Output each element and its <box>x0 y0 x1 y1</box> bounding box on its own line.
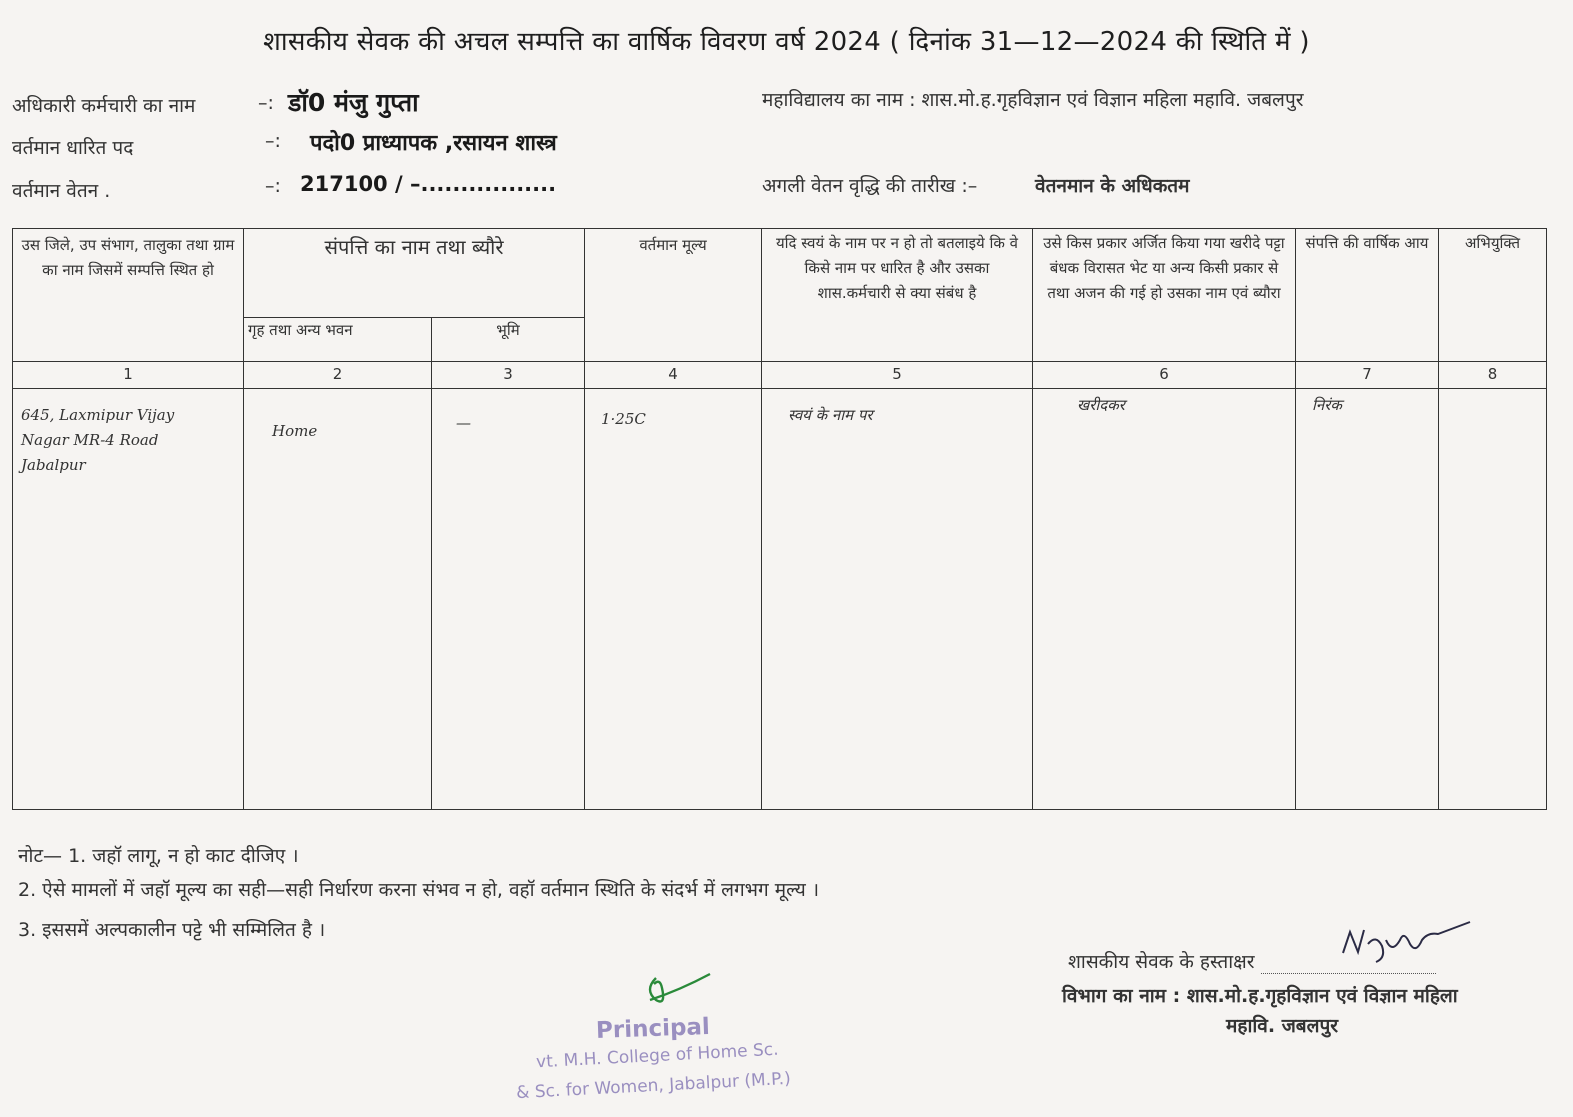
col-number: 2 <box>244 362 432 389</box>
salary-separator: –: <box>265 175 281 197</box>
cell-acquired: खरीदकर <box>1033 389 1296 810</box>
post-label: वर्तमान धारित पद <box>12 137 134 159</box>
cell-remarks <box>1439 389 1547 810</box>
principal-signature-icon <box>636 968 716 1014</box>
property-table <box>12 228 1547 810</box>
stamp-line-1: vt. M.H. College of Home Sc. <box>535 1039 780 1073</box>
name-label: अधिकारी कर्मचारी का नाम <box>12 95 196 117</box>
cell-location: 645, Laxmipur Vijay Nagar MR-4 Road Jabalpur <box>13 389 244 810</box>
header-holder: यदि स्वयं के नाम पर न हो तो बतलाइये कि वे किसे नाम पर धारित है और उसका शास.कर्मचारी से क्या संबंध है <box>762 229 1033 362</box>
table-row <box>13 389 1547 810</box>
post-separator: –: <box>265 130 281 152</box>
header-acquisition: उसे किस प्रकार अर्जित किया गया खरीदे पट्टा बंधक विरासत भेट या अन्य किसी प्रकार से तथा अजन की गई हो उसका नाम एवं ब्यौरा <box>1033 229 1296 362</box>
note-3: 3. इससमें अल्पकालीन पट्टे भी सम्मिलित है । <box>18 919 326 941</box>
col-number: 4 <box>585 362 762 389</box>
stamp-title: Principal <box>595 1014 711 1044</box>
cell-income: निरंक <box>1296 389 1439 810</box>
department-line-1: विभाग का नाम : शास.मो.ह.गृहविज्ञान एवं विज्ञान महिला <box>1062 985 1458 1007</box>
note-2: 2. ऐसे मामलों में जहॉ मूल्य का सही—सही निर्धारण करना संभव न हो, वहॉ वर्तमान स्थिति के संदर्भ में लगभग मूल्य । <box>18 879 820 901</box>
header-remarks: अभियुक्ति <box>1439 229 1547 362</box>
cell-value: 1·25C <box>585 389 762 810</box>
col-number: 1 <box>13 362 244 389</box>
post-value: पदो0 प्राध्यापक ,रसायन शास्त्र <box>310 131 557 156</box>
note-1: नोट— 1. जहॉ लागू, न हो काट दीजिए । <box>18 845 299 867</box>
department-line-2: महावि. जबलपुर <box>1226 1015 1339 1037</box>
col-number: 3 <box>432 362 585 389</box>
header-property: संपत्ति का नाम तथा ब्यौरे <box>244 229 585 318</box>
col-number: 6 <box>1033 362 1296 389</box>
college-name: महाविद्यालय का नाम : शास.मो.ह.गृहविज्ञान एवं विज्ञान महिला महावि. जबलपुर <box>762 89 1304 111</box>
salary-value: 217100 / –................. <box>300 172 557 196</box>
cell-building: Home <box>244 389 432 810</box>
cell-land: — <box>432 389 585 810</box>
col-number: 7 <box>1296 362 1439 389</box>
increment-value: वेतनमान के अधिकतम <box>1035 175 1190 197</box>
name-separator: –: <box>258 92 274 114</box>
signature-label-text: शासकीय सेवक के हस्ताक्षर <box>1068 951 1255 973</box>
increment-label: अगली वेतन वृद्धि की तारीख :– <box>762 175 978 197</box>
col-number: 8 <box>1439 362 1547 389</box>
header-land: भूमि <box>432 318 585 362</box>
signature-scribble-icon <box>1338 918 1478 968</box>
header-income: संपत्ति की वार्षिक आय <box>1296 229 1439 362</box>
header-location: उस जिले, उप संभाग, तालुका तथा ग्राम का नाम जिसमें सम्पत्ति स्थित हो <box>13 229 244 362</box>
stamp-line-2: & Sc. for Women, Jabalpur (M.P.) <box>515 1068 792 1104</box>
page-title: शासकीय सेवक की अचल सम्पत्ति का वार्षिक विवरण वर्ष 2024 ( दिनांक 31—12—2024 की स्थिति में ) <box>263 27 1310 57</box>
header-building: गृह तथा अन्य भवन <box>244 318 432 362</box>
cell-holder: स्वयं के नाम पर <box>762 389 1033 810</box>
col-number: 5 <box>762 362 1033 389</box>
header-current-value: वर्तमान मूल्य <box>585 229 762 362</box>
salary-label: वर्तमान वेतन . <box>12 180 111 202</box>
name-value: डॉ0 मंजु गुप्ता <box>288 88 419 117</box>
